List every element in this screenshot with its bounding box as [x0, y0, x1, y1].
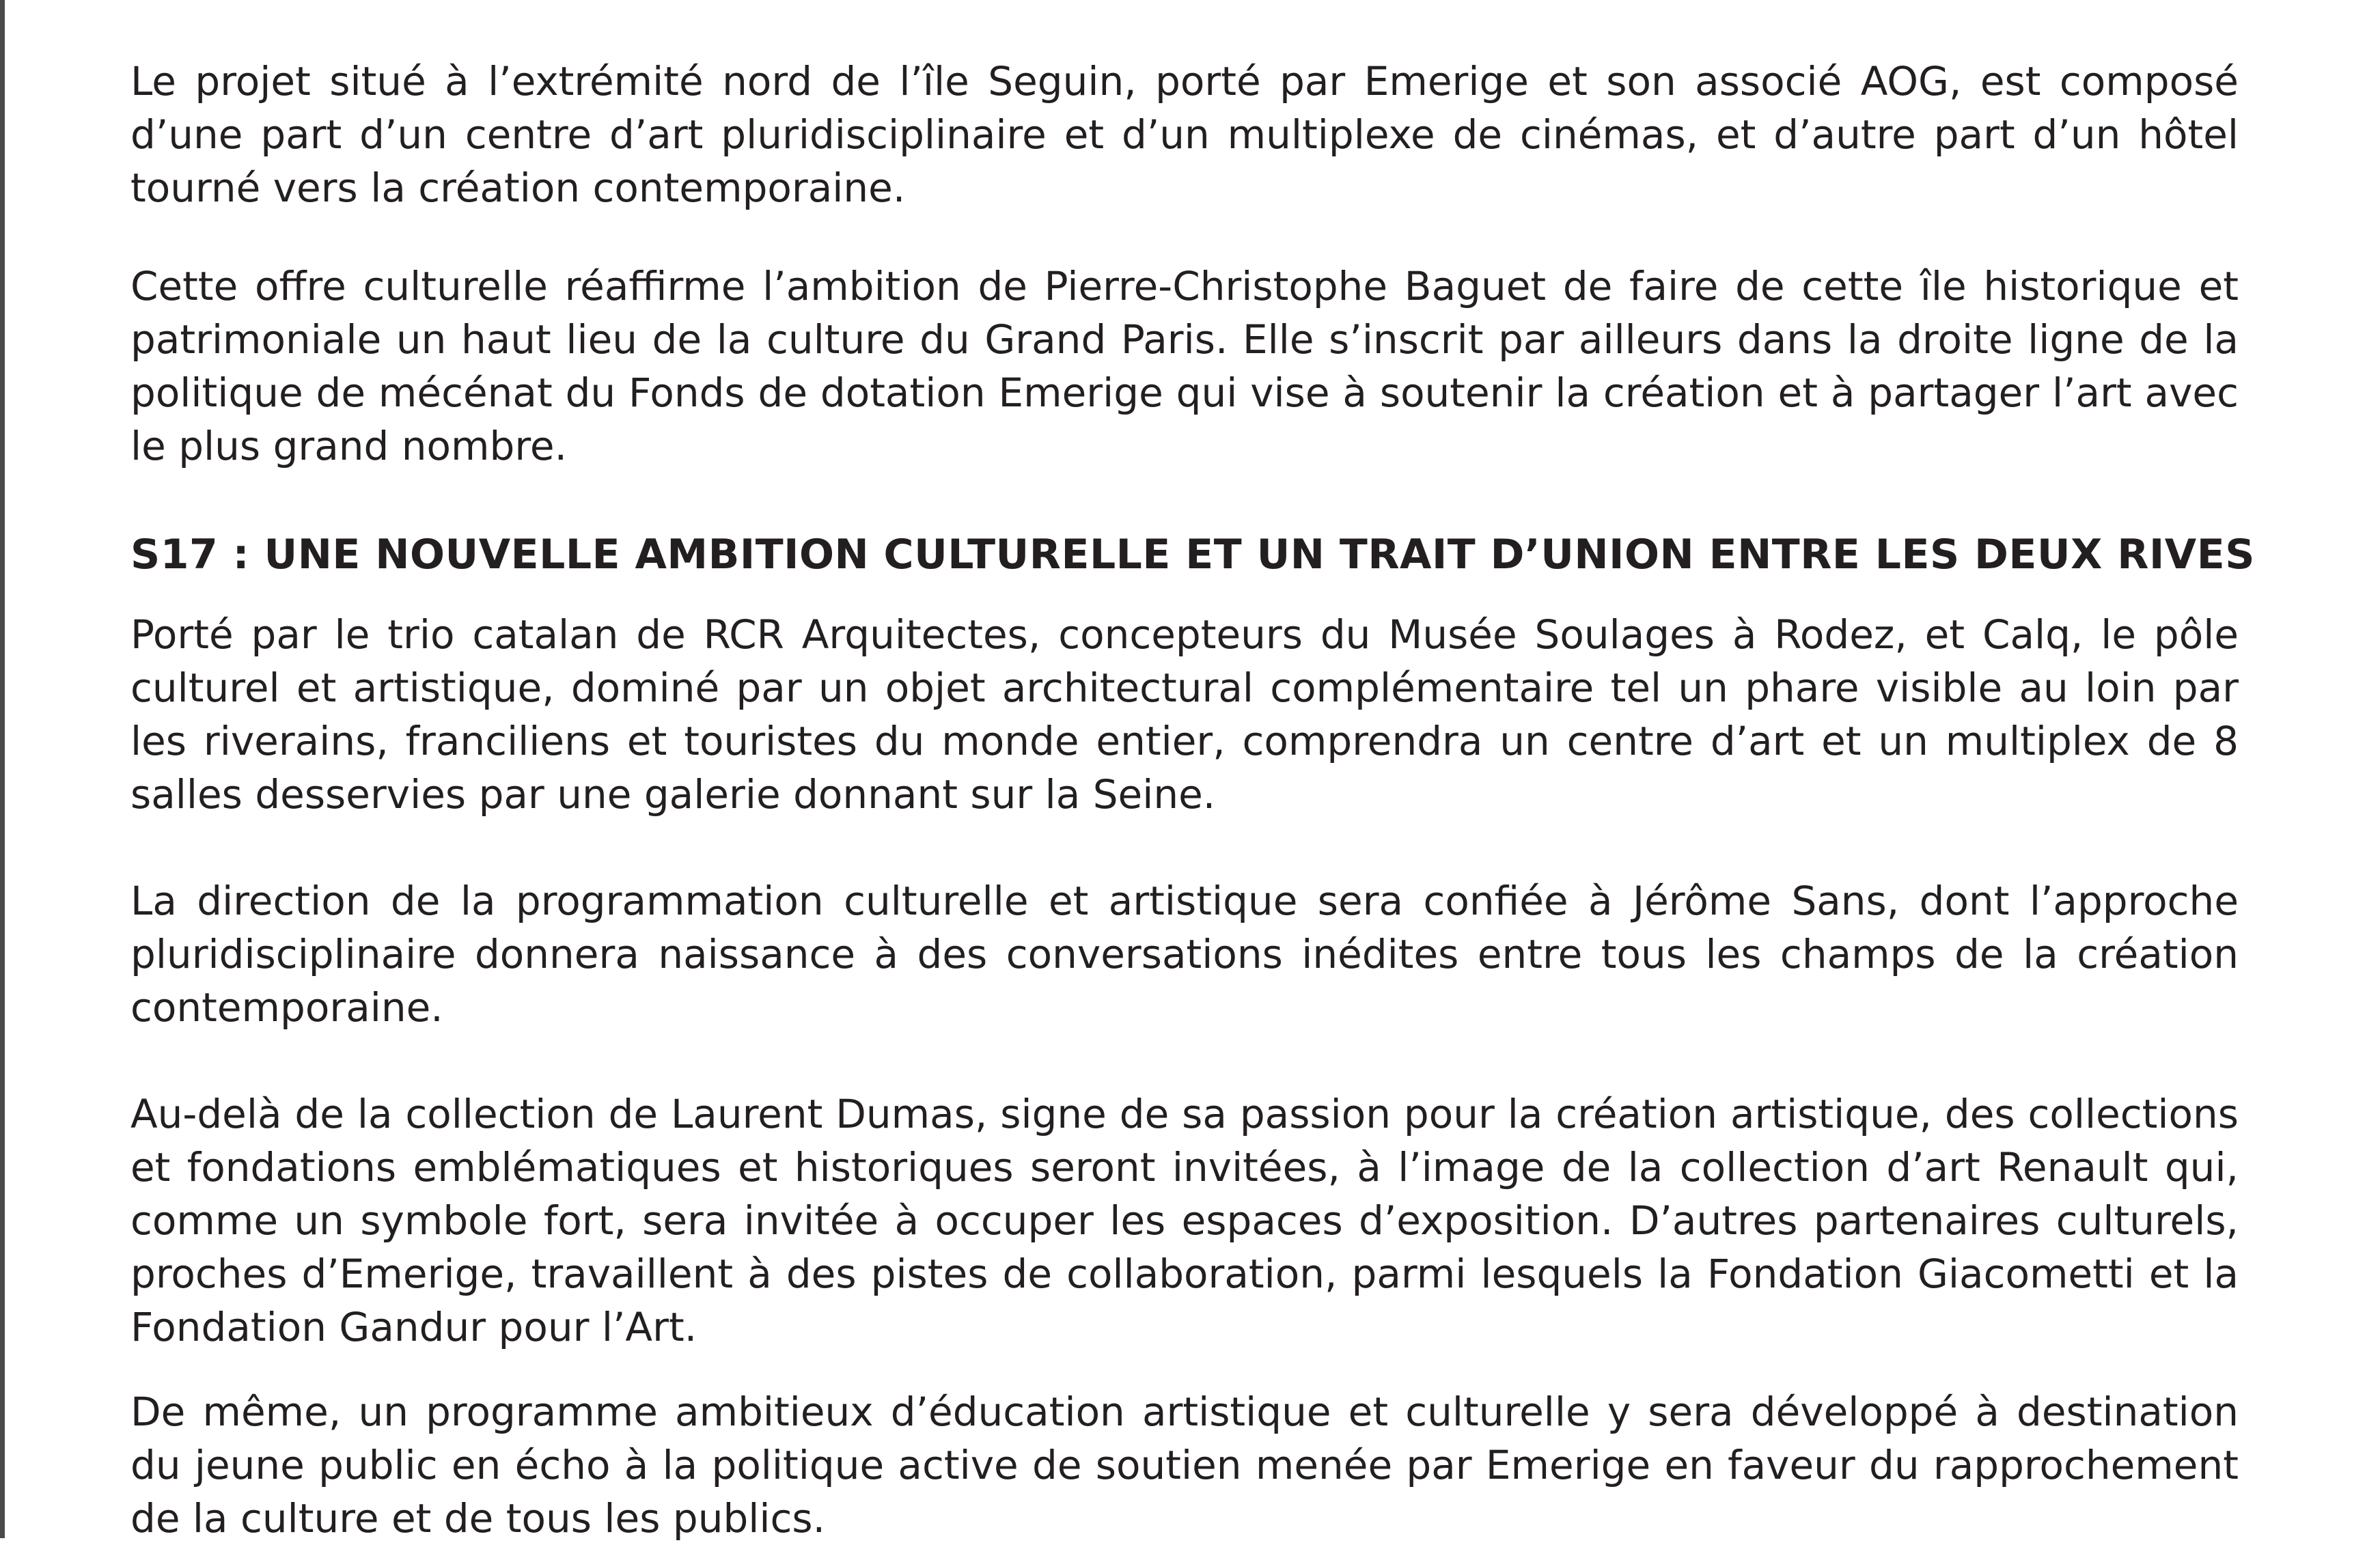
paragraph-collections: Au-delà de la collection de Laurent Dumas, signe de sa passion pour la création artistique, des collections et fondations emblématiques et historiques seront invitées, à l’image de la collection d’art Renault qui, comme un symbole fort, sera invitée à occuper les espaces d’exposition. D’autres partenaires culturels, proches d’Emerige, travaillent à des pistes de collaboration, parmi lesquels la Fondation Giacometti et la Fondation Gandur pour l’Art. [130, 1091, 2239, 1350]
paragraph-cultural-offer: Cette offre culturelle réaffirme l’ambition de Pierre-Christophe Baguet de faire de cette île historique et patrimoniale un haut lieu de la culture du Grand Paris. Elle s’inscrit par ailleurs dans la droite ligne de la politique de mécénat du Fonds de dotation Emerige qui vise à soutenir la création et à partager l’art avec le plus grand nombre. [130, 263, 2239, 469]
left-edge-border [0, 0, 5, 1538]
paragraph-education-program: De même, un programme ambitieux d’éducation artistique et culturelle y sera développé à destination du jeune public en écho à la politique active de soutien menée par Emerige en faveur du rapprochement de la culture et de tous les publics. [130, 1389, 2239, 1542]
section-heading: S17 : UNE NOUVELLE AMBITION CULTURELLE ET UN TRAIT D’UNION ENTRE LES DEUX RIVES [130, 531, 2255, 579]
document-page [130, 55, 2255, 1545]
paragraph-programming-direction: La direction de la programmation culturelle et artistique sera confiée à Jérôme Sans, dont l’approche pluridisciplinaire donnera naissance à des conversations inédites entre tous les champs de la création contemporaine. [130, 878, 2239, 1031]
paragraph-rcr-architects: Porté par le trio catalan de RCR Arquitectes, concepteurs du Musée Soulages à Rodez, et Calq, le pôle culturel et artistique, dominé par un objet architectural complémentaire tel un phare visible au loin par les riverains, franciliens et touristes du monde entier, comprendra un centre d’art et un multiplex de 8 salles desservies par une galerie donnant sur la Seine. [130, 611, 2239, 818]
paragraph-project-intro: Le projet situé à l’extrémité nord de l’île Seguin, porté par Emerige et son associé AOG, est composé d’une part d’un centre d’art pluridisciplinaire et d’un multiplexe de cinémas, et d’autre part d’un hôtel tourné vers la création contemporaine. [130, 58, 2239, 211]
